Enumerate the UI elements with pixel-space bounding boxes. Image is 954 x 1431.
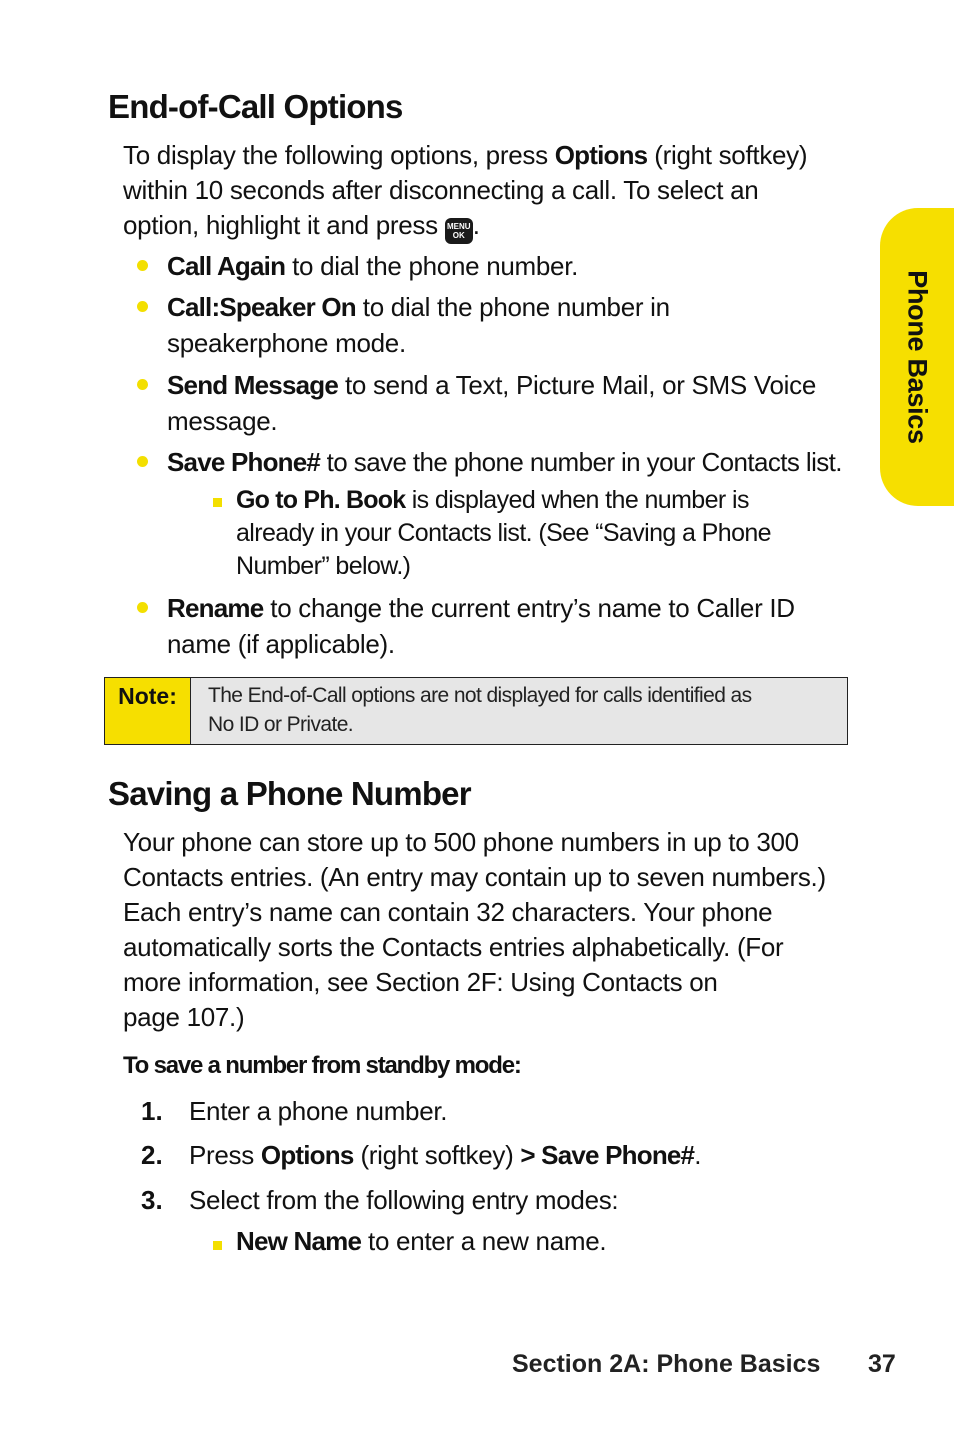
side-section-tab [880, 208, 954, 506]
note-label: Note: [105, 678, 191, 744]
sub-bullet-new-name: New Name to enter a new name. [236, 1226, 607, 1256]
step-2-text: Press Options (right softkey) > Save Phone#. [189, 1140, 702, 1170]
menu-ok-key-icon: MENU OK [445, 218, 473, 244]
bullet-dot [137, 456, 148, 467]
bullet-dot [137, 379, 148, 390]
step-number: 2. [141, 1140, 163, 1170]
saving-paragraph: Your phone can store up to 500 phone numbers in up to 300 Contacts entries. (An entry may contain up to seven numbers.) Each entry’s name can contain 32 characters. Your phone automatically sorts the Contacts entries alphabetically. (For more information, see Section 2F: Using Contacts on page 107.) [123, 827, 826, 1032]
sub-bullet-square [213, 1241, 222, 1250]
bullet-call-again: Call Again to dial the phone number. [167, 251, 579, 281]
step-1-text: Enter a phone number. [189, 1096, 448, 1126]
note-text: The End-of-Call options are not displayed for calls identified as No ID or Private. [208, 684, 752, 736]
intro-paragraph: To display the following options, press Options (right softkey) within 10 seconds after disconnecting a call. To select an option, highlight it and press MENU OK . [123, 138, 863, 244]
heading-saving-a-phone-number: Saving a Phone Number [108, 775, 471, 812]
footer-section-label: Section 2A: Phone Basics [512, 1350, 821, 1378]
bullet-send-message: Send Message to send a Text, Picture Mail, or SMS Voice message. [167, 370, 816, 436]
step-number: 3. [141, 1185, 163, 1215]
heading-end-of-call-options: End-of-Call Options [108, 88, 403, 125]
options-keyword: Options [554, 140, 648, 170]
step-number: 1. [141, 1096, 163, 1126]
bullet-dot [137, 260, 148, 271]
bullet-dot [137, 602, 148, 613]
side-tab-label: Phone Basics [902, 270, 933, 444]
procedure-title: To save a number from standby mode: [123, 1052, 521, 1079]
note-box [104, 677, 848, 745]
sub-bullet-go-to-ph-book: Go to Ph. Book is displayed when the number is already in your Contacts list. (See “Saving a Phone Number” below.) [236, 486, 771, 580]
footer-page-number: 37 [868, 1350, 896, 1378]
sub-bullet-square [213, 498, 222, 507]
bullet-dot [137, 301, 148, 312]
step-3-text: Select from the following entry modes: [189, 1185, 619, 1215]
bullet-rename: Rename to change the current entry’s name to Caller ID name (if applicable). [167, 593, 795, 659]
bullet-save-phone: Save Phone# to save the phone number in your Contacts list. [167, 447, 842, 477]
bullet-call-speaker-on: Call:Speaker On to dial the phone number in speakerphone mode. [167, 292, 670, 358]
